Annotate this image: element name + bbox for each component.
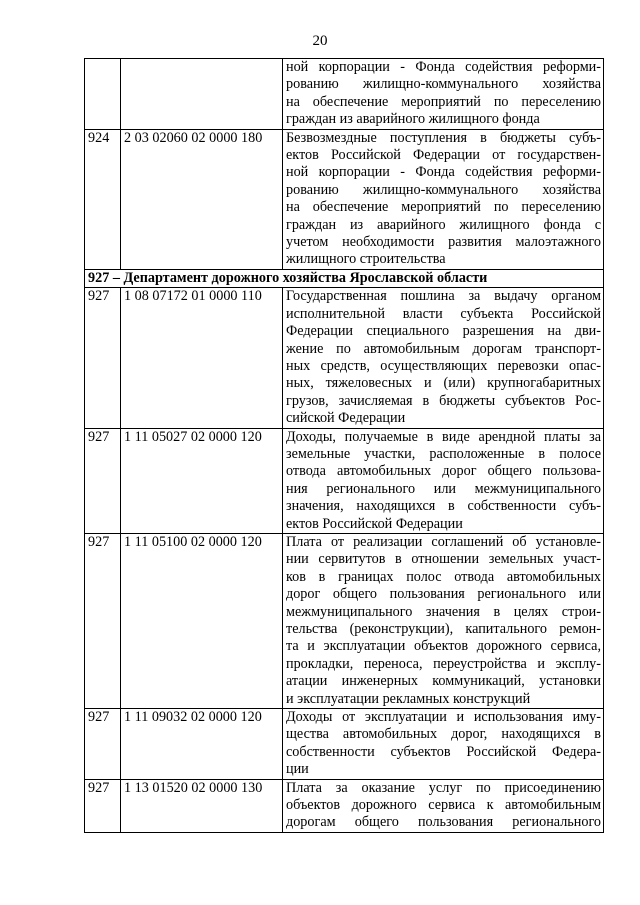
description-line: на обеспечение мероприятий по переселению — [286, 93, 601, 110]
description-line: прокладки, переноса, переустройства и эксплу- — [286, 655, 601, 672]
description-line: грузов, зачисляемая в бюджеты субъектов Рос- — [286, 392, 601, 409]
admin-code-cell: 927 — [85, 779, 121, 832]
budget-code-cell: 1 08 07172 01 0000 110 — [121, 288, 283, 428]
budget-code-cell: 2 03 02060 02 0000 180 — [121, 129, 283, 269]
description-line: рованию жилищно-коммунального хозяйства — [286, 76, 601, 93]
description-line: граждан из аварийного жилищного фонда с — [286, 216, 601, 233]
description-line: граждан из аварийного жилищного фонда — [286, 111, 540, 128]
budget-code-cell: 1 11 05027 02 0000 120 — [121, 428, 283, 533]
description-cell — [283, 779, 604, 832]
revenue-codes-table — [84, 58, 604, 833]
description-cell — [283, 288, 604, 428]
description-line: дорогам общего пользования регионального — [286, 814, 601, 831]
description-cell — [283, 428, 604, 533]
description-line: сийской Федерации — [286, 410, 406, 427]
section-header-row — [85, 269, 604, 287]
description-line: Доходы, получаемые в виде арендной платы за — [286, 428, 601, 445]
description-line: объектов дорожного сервиса к автомобильным — [286, 797, 601, 814]
budget-code-cell: 1 11 05100 02 0000 120 — [121, 533, 283, 708]
table-body — [85, 59, 604, 833]
description-line: отвода автомобильных дорог общего пользова- — [286, 463, 601, 480]
description-line: дорог общего пользования регионального или — [286, 586, 601, 603]
description-line: жилищного строительства — [286, 251, 446, 268]
budget-code-cell: 1 13 01520 02 0000 130 — [121, 779, 283, 832]
table-row — [85, 129, 604, 269]
admin-code-cell: 927 — [85, 288, 121, 428]
description-line: Плата от реализации соглашений об установле- — [286, 533, 601, 550]
description-line: ной корпорации - Фонда содействия реформи- — [286, 59, 601, 75]
description-line: и эксплуатации рекламных конструкций — [286, 690, 531, 707]
admin-code-cell — [85, 59, 121, 130]
description-cell — [283, 129, 604, 269]
table-row — [85, 533, 604, 708]
description-line: ектов Российской Федерации — [286, 515, 463, 532]
description-line: щества автомобильных дорог, находящихся в — [286, 726, 601, 743]
description-line: атации инженерных коммуникаций, установки — [286, 673, 601, 690]
description-cell — [283, 709, 604, 780]
description-line: рованию жилищно-коммунального хозяйства — [286, 181, 601, 198]
page-number: 20 — [312, 33, 328, 49]
section-title: 927 – Департамент дорожного хозяйства Ярославской области — [85, 269, 604, 287]
description-cell — [283, 59, 604, 130]
table-row — [85, 779, 604, 832]
description-line: та и эксплуатации объектов дорожного сервиса, — [286, 638, 601, 655]
description-line: нии сервитутов в отношении земельных участ- — [286, 551, 601, 568]
description-line: Федерации специального разрешения на дви- — [286, 323, 601, 340]
description-line: значения, находящихся в собственности субъ- — [286, 498, 601, 515]
admin-code-cell: 927 — [85, 709, 121, 780]
budget-code-cell: 1 11 09032 02 0000 120 — [121, 709, 283, 780]
description-line: жение по автомобильным дорогам транспорт- — [286, 340, 601, 357]
table-row — [85, 288, 604, 428]
description-cell — [283, 533, 604, 708]
description-line: Государственная пошлина за выдачу органом — [286, 288, 601, 305]
description-line: исполнительной власти субъекта Российской — [286, 305, 601, 322]
description-line: на обеспечение мероприятий по переселению — [286, 199, 601, 216]
admin-code-cell: 927 — [85, 428, 121, 533]
description-line: тельства (реконструкции), капитального ремон- — [286, 621, 601, 637]
description-line: ных, тяжеловесных и (или) крупногабаритных — [286, 375, 601, 392]
table-row — [85, 59, 604, 130]
description-line: ции — [286, 761, 309, 778]
description-line: ной корпорации - Фонда содействия реформи- — [286, 164, 601, 181]
description-line: Доходы от эксплуатации и использования иму- — [286, 709, 601, 726]
table-row — [85, 428, 604, 533]
budget-code-cell — [121, 59, 283, 130]
description-line: ектов Российской Федерации от государствен- — [286, 147, 601, 164]
description-line: Безвозмездные поступления в бюджеты субъ- — [286, 129, 601, 146]
description-line: собственности субъектов Российской Федера- — [286, 743, 601, 760]
admin-code-cell: 927 — [85, 533, 121, 708]
description-line: ния регионального или межмуниципального — [286, 480, 601, 497]
table-row — [85, 709, 604, 780]
admin-code-cell: 924 — [85, 129, 121, 269]
description-line: межмуниципального значения в целях строи- — [286, 603, 601, 620]
description-line: учетом необходимости развития малоэтажного — [286, 234, 601, 251]
description-line: ков в границах полос отвода автомобильных — [286, 568, 601, 585]
description-line: земельные участки, расположенные в полосе — [286, 445, 601, 462]
description-line: ных средств, осуществляющих перевозки опас- — [286, 357, 601, 374]
description-line: Плата за оказание услуг по присоединению — [286, 779, 601, 796]
